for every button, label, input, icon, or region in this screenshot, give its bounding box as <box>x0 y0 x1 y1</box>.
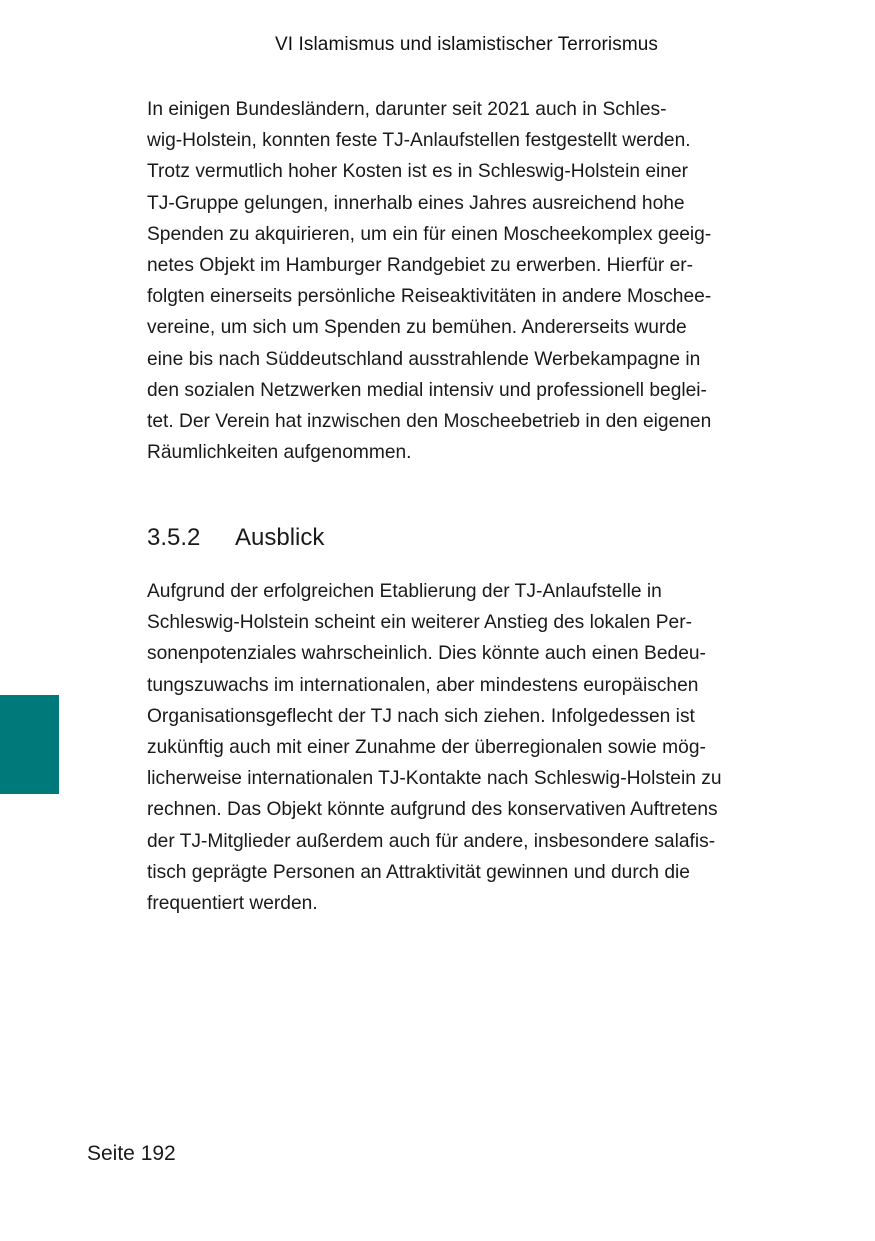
paragraph-intro <box>147 94 797 468</box>
text-line: tisch geprägte Personen an Attraktivität gewinnen und durch die <box>147 861 690 883</box>
text-line: den sozialen Netzwerken medial intensiv und professionell beglei- <box>147 379 707 401</box>
text-line: Räumlichkeiten aufgenommen. <box>147 442 412 464</box>
text-line: tungszuwachs im internationalen, aber mindestens europäischen <box>147 674 699 696</box>
text-line: licherweise internationalen TJ-Kontakte nach Schleswig-Holstein zu <box>147 768 722 790</box>
text-line: Aufgrund der erfolgreichen Etablierung der TJ-Anlaufstelle in <box>147 581 662 602</box>
text-line: wig-Holstein, konnten feste TJ-Anlaufstellen festgestellt werden. <box>147 130 691 152</box>
text-line: sonenpotenziales wahrscheinlich. Dies könnte auch einen Bedeu- <box>147 643 706 665</box>
text-line: zukünftig auch mit einer Zunahme der überregionalen sowie mög- <box>147 737 706 759</box>
section-title: Ausblick <box>235 524 325 551</box>
text-line: Organisationsgeflecht der TJ nach sich ziehen. Infolgedessen ist <box>147 705 695 727</box>
text-line: Spenden zu akquirieren, um ein für einen Moscheekomplex geeig- <box>147 223 712 245</box>
text-line: In einigen Bundesländern, darunter seit 2021 auch in Schles- <box>147 99 667 120</box>
text-line: folgten einerseits persönliche Reiseaktivitäten in andere Moschee- <box>147 286 712 308</box>
section-heading <box>147 524 324 552</box>
paragraph-outlook <box>147 576 797 919</box>
text-line: Trotz vermutlich hoher Kosten ist es in Schleswig-Holstein einer <box>147 161 689 183</box>
text-line: Schleswig-Holstein scheint ein weiterer Anstieg des lokalen Per- <box>147 612 692 634</box>
text-line: tet. Der Verein hat inzwischen den Moscheebetrieb in den eigenen <box>147 411 712 433</box>
page-number: Seite 192 <box>87 1142 176 1165</box>
chapter-side-tab <box>0 695 59 794</box>
text-line: vereine, um sich um Spenden zu bemühen. Andererseits wurde <box>147 317 687 339</box>
text-line: frequentiert werden. <box>147 893 318 915</box>
text-line: rechnen. Das Objekt könnte aufgrund des konservativen Auftretens <box>147 799 718 821</box>
text-line: TJ-Gruppe gelungen, innerhalb eines Jahres ausreichend hohe <box>147 192 685 214</box>
text-line: eine bis nach Süddeutschland ausstrahlende Werbekampagne in <box>147 348 701 370</box>
running-header: VI Islamismus und islamistischer Terrorismus <box>274 34 659 55</box>
text-line: der TJ-Mitglieder außerdem auch für andere, insbesondere salafis- <box>147 830 716 852</box>
text-line: netes Objekt im Hamburger Randgebiet zu erwerben. Hierfür er- <box>147 255 694 277</box>
section-number: 3.5.2 <box>147 524 201 551</box>
